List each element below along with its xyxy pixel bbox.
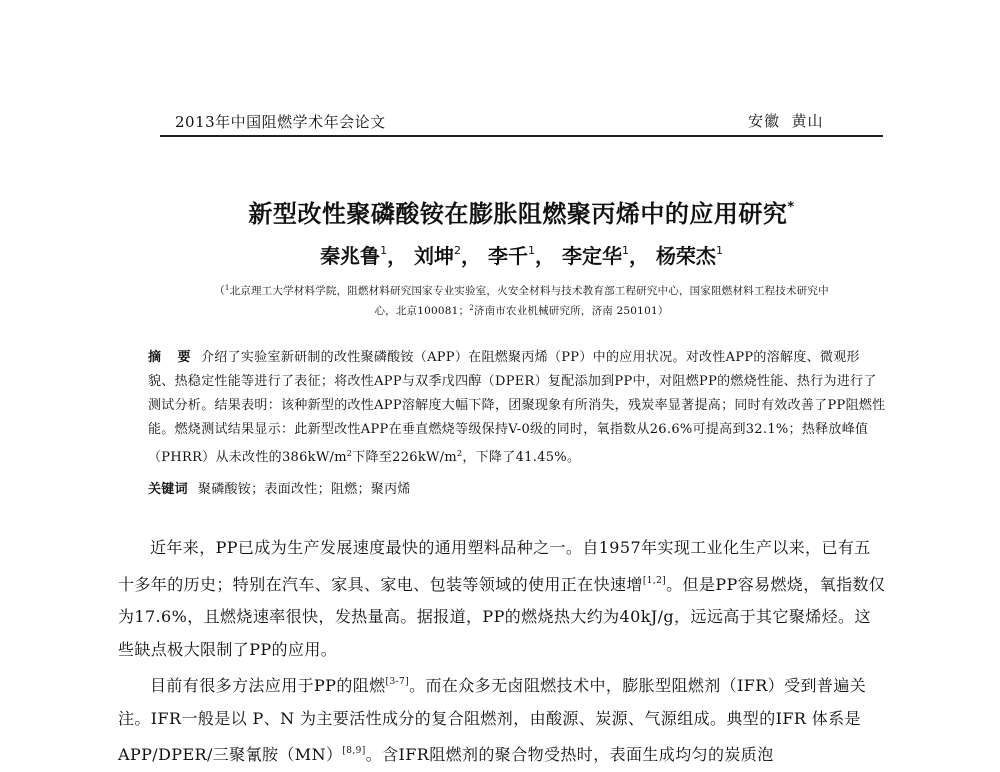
running-header-title: 2013年中国阻燃学术年会论文	[175, 113, 386, 131]
title-footnote-mark: *	[787, 200, 795, 215]
paragraph-text: 。含IFR阻燃剂的聚合物受热时，表面生成均匀的炭质泡	[365, 745, 774, 764]
author-affiliation-mark: 1	[528, 244, 535, 257]
paper-title	[160, 194, 883, 229]
abstract-text: 介绍了实验室新研制的改性聚磷酸铵（APP）在阻燃聚丙烯（PP）中的应用状况。对改性APP的溶解度、微观形貌、热稳定性能等进行了表征；将改性APP与双季戊四醇（DPER）复配添加到PP中，对阻燃PP的燃烧性能、热行为进行了测试分析。结果表明：该种新型的改性APP溶解度大幅下降，团聚现象有所消失，残炭率显著提高；同时有效改善了PP阻燃性能。燃烧测试结果显示：此新型改性APP在垂直燃烧等级保持V-0级的同时，氧指数从26.6%可提高到32.1%；热释放峰值（PHRR）从未改性的386kW/m	[148, 350, 886, 465]
affiliation-text: 济南市农业机械研究所，济南 250101）	[473, 305, 669, 317]
author-name: 李千	[488, 244, 528, 268]
abstract-text: ，下降了41.45%。	[462, 450, 581, 465]
affiliation-mark: 1	[224, 284, 230, 292]
author-name: 刘坤	[414, 244, 455, 268]
paragraph-text: 。而在众多无卤阻燃技术中，膨胀型阻燃剂（IFR）受到普遍关注。IFR一般是以 P、N 为主要活性成分的复合阻燃剂，由酸源、炭源、气源组成。典型的IFR 体系是APP/DPER/三聚氰胺（MN）	[118, 676, 867, 764]
running-header-location: 安徽 黄山	[748, 112, 824, 130]
body-paragraph	[118, 666, 886, 772]
affiliation-open-paren: （	[214, 285, 225, 297]
affiliation-mark: 2	[469, 304, 474, 312]
citation-ref: [3-7]	[385, 677, 410, 687]
citation-ref: [1,2]	[642, 575, 667, 586]
paragraph-text: 目前有很多方法应用于PP的阻燃	[150, 676, 386, 695]
keywords-text: 聚磷酸铵；表面改性；阻燃；聚丙烯	[197, 482, 411, 497]
paragraph-text: 。但是PP容易燃烧，氧指数仅为17.6%，且燃烧速率很快，发热量高。据报道，PP的燃烧热大约为40kJ/g，远远高于其它聚烯烃。这些缺点极大限制了PP的应用。	[118, 574, 886, 659]
author-affiliation-mark: 2	[454, 244, 462, 257]
header-divider	[160, 135, 883, 137]
author-affiliation-mark: 1	[621, 244, 629, 257]
abstract-text: 下降至226kW/m	[352, 450, 457, 465]
abstract	[148, 346, 886, 470]
body-text	[118, 532, 886, 772]
author-affiliation-mark: 1	[380, 244, 388, 257]
author-name: 秦兆鲁	[320, 244, 381, 268]
abstract-label: 摘 要	[148, 350, 197, 365]
unit-superscript: 2	[346, 449, 353, 458]
unit-superscript: 2	[456, 449, 463, 458]
author-list	[160, 240, 883, 269]
author-separator: ，	[387, 244, 408, 268]
author-name: 杨荣杰	[655, 244, 716, 268]
affiliation-line-2	[160, 303, 883, 318]
keywords-label: 关键词	[148, 482, 188, 497]
author-name: 李定华	[561, 244, 622, 268]
affiliation-line-1	[160, 283, 883, 298]
affiliation-text: 心，北京100081；	[374, 305, 470, 317]
paper-title-text: 新型改性聚磷酸铵在膨胀阻燃聚丙烯中的应用研究	[248, 200, 788, 228]
author-separator: ，	[535, 244, 555, 268]
author-affiliation-mark: 1	[715, 244, 723, 257]
affiliation-text: 北京理工大学材料学院，阻燃材料研究国家专业实验室，火安全材料与技术教育部工程研究中心，国家阻燃材料工程技术研究中	[229, 285, 829, 297]
author-separator: ，	[461, 244, 482, 268]
keywords	[148, 478, 411, 497]
author-separator: ，	[628, 244, 649, 268]
citation-ref: [8,9]	[342, 746, 366, 756]
body-paragraph	[118, 532, 886, 666]
paragraph-text: 近年来，PP已成为生产发展速度最快的通用塑料品种之一。自1957年实现工业化生产以来，已有五十多年的历史；特别在汽车、家具、家电、包装等领域的使用正在快速增	[118, 538, 871, 594]
